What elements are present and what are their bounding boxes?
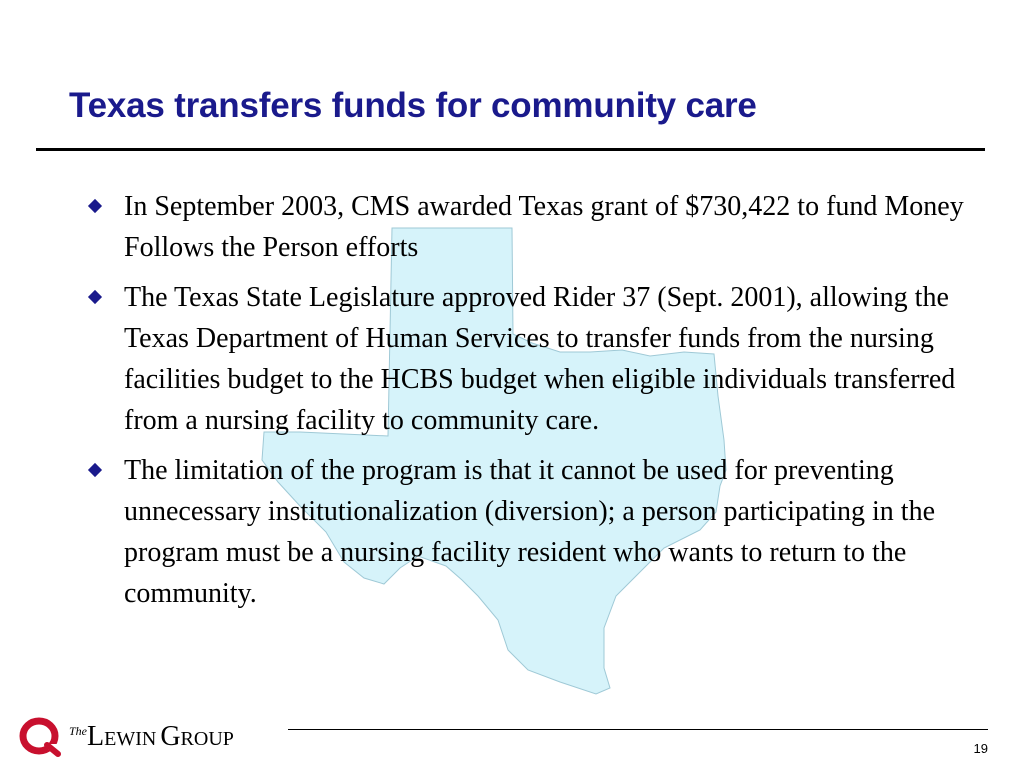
bullet-item — [87, 277, 982, 441]
page-number: 19 — [973, 741, 988, 756]
bullet-text: The Texas State Legislature approved Rider 37 (Sept. 2001), allowing the Texas Department of Human Services to transfer funds from the nursing facilities budget to the HCBS budget when eligible individuals transferred from a nursing facility to community care. — [124, 282, 956, 436]
lewin-group-wordmark: $^{The}$LEWIN GROUP — [69, 721, 234, 752]
bullet-item — [87, 450, 982, 614]
diamond-bullet-icon — [88, 199, 102, 213]
diamond-bullet-icon — [88, 290, 102, 304]
slide-title: Texas transfers funds for community care — [69, 86, 757, 125]
footer-divider — [288, 729, 988, 730]
title-divider — [36, 148, 985, 151]
bullet-list — [87, 186, 982, 623]
lewin-logo-ring-icon — [18, 714, 62, 758]
bullet-item — [87, 186, 982, 268]
diamond-bullet-icon — [88, 463, 102, 477]
bullet-text: In September 2003, CMS awarded Texas grant of $730,422 to fund Money Follows the Person efforts — [124, 191, 964, 263]
bullet-text: The limitation of the program is that it cannot be used for preventing unnecessary institutionalization (diversion); a person participating in the program must be a nursing facility resident who wants to return to the community. — [124, 455, 936, 609]
